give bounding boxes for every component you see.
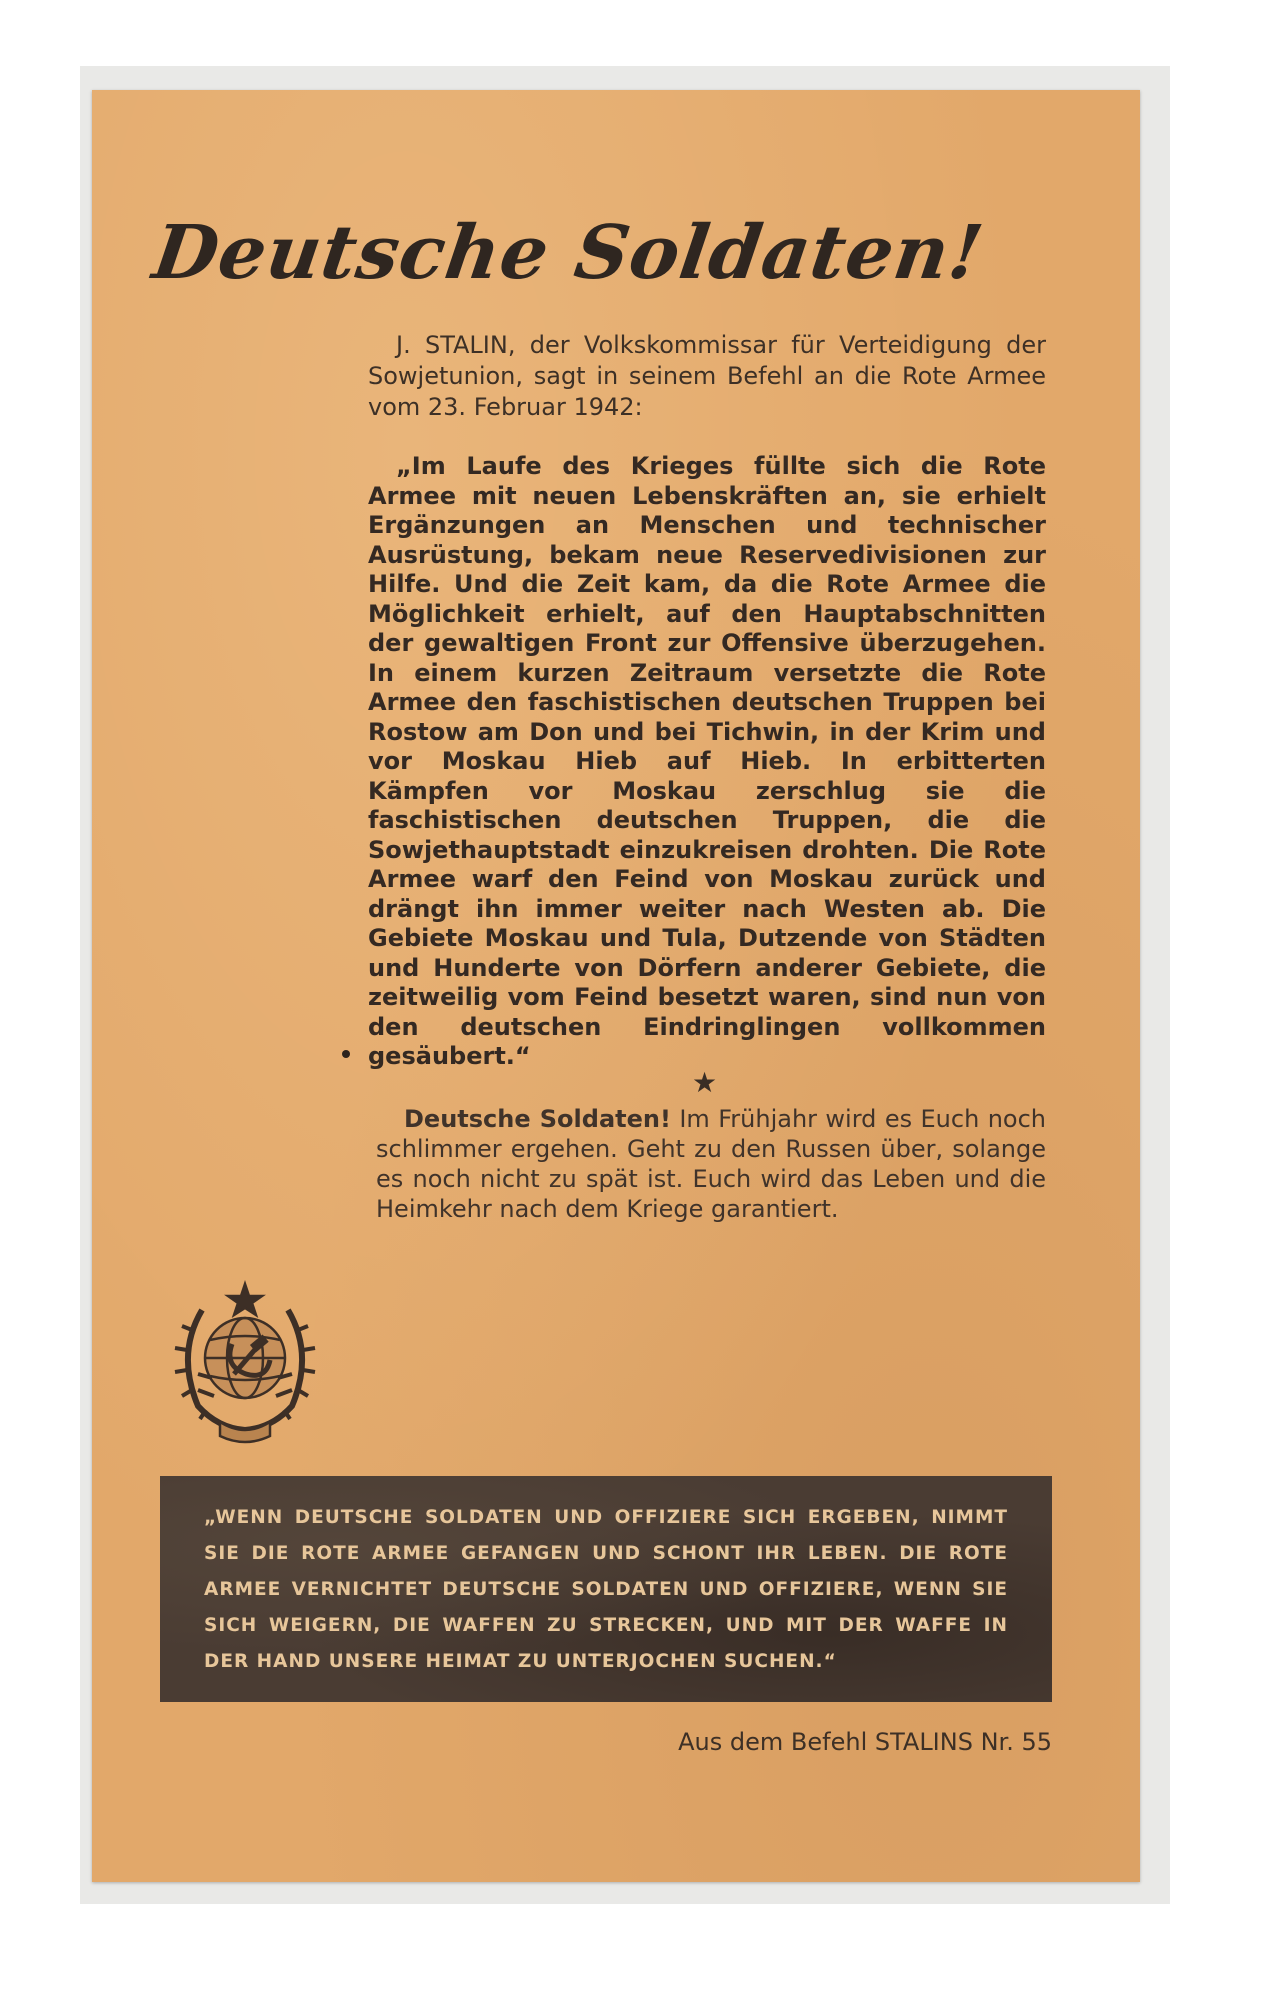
source-citation: Aus dem Befehl STALINS Nr. 55 — [678, 1728, 1052, 1756]
appeal-lead: Deutsche Soldaten! — [404, 1105, 671, 1133]
intro-paragraph: J. STALIN, der Volkskommissar für Verteidigung der Sowjetunion, sagt in seinem Befehl an die Rote Armee vom 23. Februar 1942: — [368, 331, 1046, 421]
star-separator: ★ — [692, 1066, 718, 1099]
ink-dot — [342, 1050, 350, 1058]
appeal-paragraph — [376, 1104, 1046, 1224]
ultimatum-banner — [160, 1476, 1052, 1702]
soviet-coat-of-arms-icon — [154, 1270, 336, 1452]
stalin-quote: „Im Laufe des Krieges füllte sich die Rote Armee mit neuen Lebenskräften an, sie erhielt Ergänzungen an Menschen und technischer Ausrüstung, bekam neue Reservedivisionen zur Hilfe. Und die Zeit kam, da die Rote Armee die Möglichkeit erhielt, auf den Hauptabschnitten der gewaltigen Front zur Offensive überzugehen. In einem kurzen Zeitraum versetzte die Rote Armee den faschistischen deutschen Truppen bei Rostow am Don und bei Tichwin, in der Krim und vor Moskau Hieb auf Hieb. In erbitterten Kämpfen vor Moskau zerschlug sie die faschistischen deutschen Truppen, die die Sowjethauptstadt einzukreisen drohten. Die Rote Armee warf den Feind von Moskau zurück und drängt ihn immer weiter nach Westen ab. Die Gebiete Moskau und Tula, Dutzende von Städten und Hunderte von Dörfern anderer Gebiete, die zeitweilig vom Feind besetzt waren, sind nun von den deutschen Eindringlingen vollkommen gesäubert.“ — [368, 452, 1046, 1070]
leaflet — [92, 90, 1140, 1882]
headline: Deutsche Soldaten! — [147, 210, 989, 296]
banner-text: „WENN DEUTSCHE SOLDATEN UND OFFIZIERE SICH ERGEBEN, NIMMT SIE DIE ROTE ARMEE GEFANGEN UND SCHONT IHR LEBEN. DIE ROTE ARMEE VERNICHTET DEUTSCHE SOLDATEN UND OFFIZIERE, WENN SIE SICH WEIGERN, DIE WAFFEN ZU STRECKEN, UND MIT DER WAFFE IN DER HAND UNSERE HEIMAT ZU UNTERJOCHEN SUCHEN.“ — [204, 1507, 1008, 1672]
appeal-body: Im Frühjahr wird es Euch noch schlimmer ergehen. Geht zu den Russen über, solange es noch nicht zu spät ist. Euch wird das Leben und die Heimkehr nach dem Kriege garantiert. — [376, 1105, 1046, 1223]
